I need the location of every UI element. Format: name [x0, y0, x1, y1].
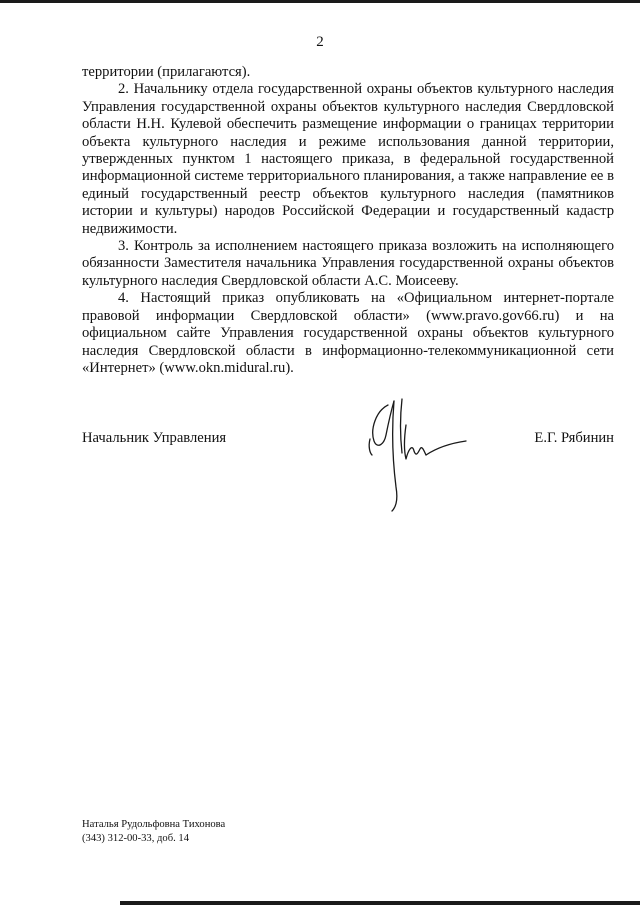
executor-name: Наталья Рудольфовна Тихонова — [82, 819, 226, 830]
paragraph-item-4: 4. Настоящий приказ опубликовать на «Официальном интернет-портале правовой информации Свердловской области» (www.pravo.gov66.ru) и на официальном сайте Управления государственной охраны объектов культурного наследия Свердловской области в информационно-телекоммуникационной сети «Интернет» (www.okn.midural.ru). — [82, 290, 614, 376]
document-body — [82, 64, 614, 377]
executor-phone: (343) 312-00-33, доб. 14 — [82, 832, 189, 844]
paragraph-item-3: 3. Контроль за исполнением настоящего приказа возложить на исполняющего обязанности Заместителя начальника Управления государственной охраны объектов культурного наследия Свердловской области А.С. Моисееву. — [82, 238, 614, 289]
scan-edge-top — [0, 0, 640, 3]
handwritten-signature — [350, 395, 480, 515]
scan-edge-bottom — [120, 901, 640, 905]
signatory-position: Начальник Управления — [82, 430, 227, 446]
page-number: 2 — [316, 34, 324, 50]
signatory-name: Е.Г. Рябинин — [534, 430, 614, 446]
paragraph-item-2: 2. Начальнику отдела государственной охраны объектов культурного наследия Управления государственной охраны объектов культурного наследия Свердловской области Н.Н. Кулевой обеспечить размещение информации о границах территории объекта культурного наследия и режиме использования данной территории, утвержденных пунктом 1 настоящего приказа, в федеральной государственной информационной системе территориального планирования, а также направление ее в единый государственный реестр объектов культурного наследия (памятников истории и культуры) народов Российской Федерации и государственный кадастр недвижимости. — [82, 81, 614, 237]
executor-info — [82, 818, 225, 845]
paragraph-continuation: территории (прилагаются). — [82, 64, 251, 80]
